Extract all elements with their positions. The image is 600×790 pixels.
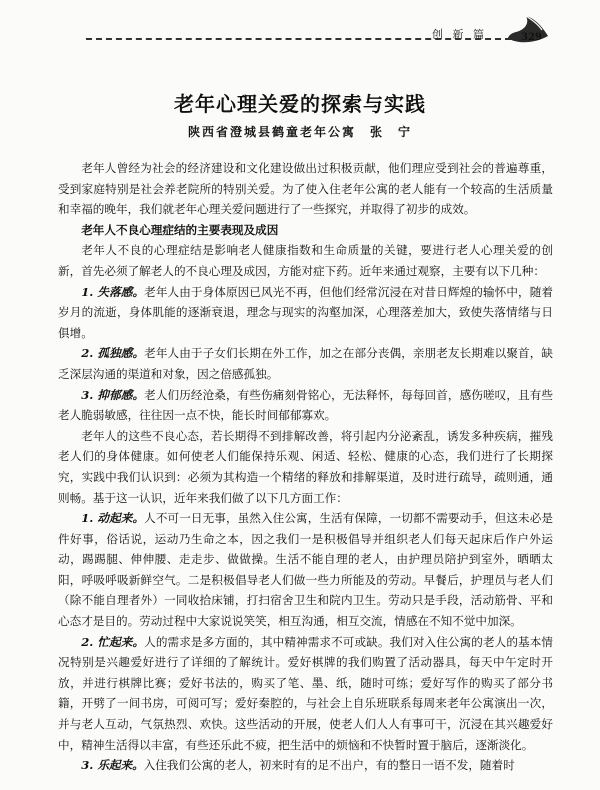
list-item-text: 人的需求是多方面的，其中精神需求不可或缺。我们对入住公寓的老人的基本情况特别是兴趣爱好进行了详细的了解统计。爱好棋牌的我们购置了活动器具，每天中午定时开放，并进行棋牌比赛；爱好书法的，购买了笔、墨、纸，随时可练；爱好写作的购买了部分书籍，开劈了一间书房，可阅可写；爱好秦腔的，与社会上自乐班联系每周来老年公寓演出一次，并与老人互动，气氛热烈、欢快。这些活动的开展，使老人们人人有事可干，沉浸在其兴趣爱好中，精神生活得以丰富，有些还乐此不疲，把生活中的烦恼和不快暂时置于脑后，逐渐淡化。 (58, 634, 553, 752)
section-heading-text: 老年人不良心理症结的主要表现及成因 (81, 222, 279, 237)
header-section-label: 创 新 篇 (432, 28, 487, 41)
article-body (58, 158, 553, 776)
section-heading (58, 220, 553, 241)
list-item-label: 2. 忙起来。 (81, 634, 145, 649)
list-item-label: 1. 失落感。 (81, 284, 145, 299)
list-item (58, 343, 553, 384)
paragraph-text: 老年人不良的心理症结是影响老人健康指数和生命质量的关键，要进行老人心理关爱的创新，首先必须了解老人的不良心理及成因，方能对症下药。近年来通过观察，主要有以下几种： (58, 243, 553, 278)
list-item (58, 385, 553, 426)
paragraph (58, 158, 553, 220)
list-item-text: 人不可一日无事，虽然入住公寓，生活有保障，一切都不需要动手，但这未必是件好事，俗话说，运动乃生命之本，因之我们一是积极倡导并组织老人们每天起床后作户外运动，踢踢腿、伸伸腰、走走步、做做操。生活不能自理的老人，由护理员陪护到室外，晒晒太阳，呼吸呼吸新鲜空气。二是积极倡导老人们做一些力所能及的劳动。早餐后，护理员与老人们（除不能自理者外）一同收拾床铺，打扫宿舍卫生和院内卫生。劳动只是手段，活动筋骨、平和心态才是目的。劳动过程中大家说说笑笑，相互沟通，相互交流，情感在不知不觉中加深。 (58, 511, 553, 629)
list-item-text: 老年人由于子女们长期在外工作，加之在部分丧偶，亲朋老友长期难以聚首，缺乏深层沟通的渠道和对象，因之倍感孤独。 (58, 346, 553, 381)
list-item (58, 508, 553, 632)
list-item-text: 老人们历经沧桑，有些伤痛刻骨铭心，无法释怀，每每回首，感伤嗟叹，且有些老人脆弱敏感，往往因一点不快，能长时间郁郁寡欢。 (58, 387, 553, 423)
paragraph-text: 老年人的这些不良心态，若长期得不到排解改善，将引起内分泌紊乱，诱发多种疾病，摧残老人们的身体健康。如何使老人们能保持乐观、闲适、轻松、健康的心态，我们进行了长期探究，实践中我们认识到：必须为其构造一个精绪的释放和排解渠道，及时进行疏导，疏则通，通则畅。基于这一认识，近年来我们做了以下几方面工作： (58, 428, 553, 505)
page-number: 329 (521, 32, 542, 43)
paragraph (58, 426, 553, 508)
article-title: 老年心理关爱的探索与实践 (174, 92, 426, 116)
list-item-label: 1. 动起来。 (81, 511, 145, 526)
list-item-label: 2. 孤独感。 (81, 346, 145, 361)
list-item-text: 老年人由于身体原因已风光不再，但他们经常沉浸在对昔日辉煌的输怀中，随着岁月的流逝，身体肌能的逐渐衰退，理念与现实的沟壑加深，心理落差加大，致使失落情绪与日俱增。 (58, 284, 553, 340)
paragraph (58, 240, 553, 281)
list-item (58, 632, 553, 756)
author-byline: 陕西省澄城县鹤童老年公寓 张 宁 (187, 125, 412, 139)
list-item (58, 282, 553, 344)
list-item (58, 755, 553, 776)
list-item-text: 入住我们公寓的老人，初来时有的足不出户，有的整日一语不发，随着时 (143, 758, 515, 773)
list-item-label: 3. 乐起来。 (81, 758, 144, 773)
paragraph-text: 老年人曾经为社会的经济建设和文化建设做出过积极贡献，他们理应受到社会的普遍尊重，受到家庭特别是社会养老院所的特别关爱。为了使入住老年公寓的老人能有一个较高的生活质量和幸福的晚年，我们就老年心理关爱问题进行了一些探究，并取得了初步的成效。 (58, 161, 553, 217)
list-item-label: 3. 抑郁感。 (81, 387, 145, 402)
